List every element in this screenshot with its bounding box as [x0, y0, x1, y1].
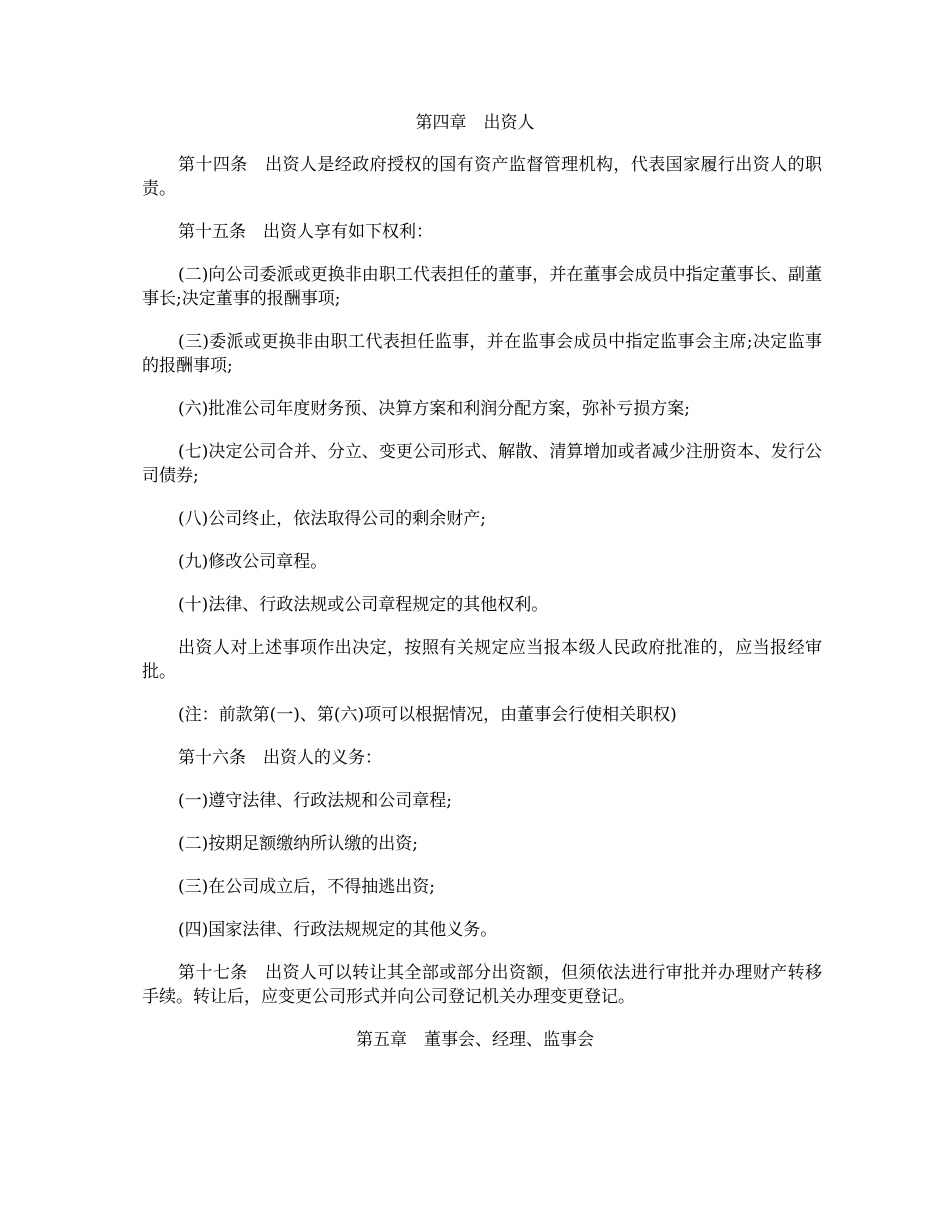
- right-item-3: (三)委派或更换非由职工代表担任监事，并在监事会成员中指定监事会主席;决定监事的报酬事项;: [142, 332, 822, 376]
- right-item-2: (二)向公司委派或更换非由职工代表担任的董事，并在董事会成员中指定董事长、副董事长;决定董事的报酬事项;: [142, 265, 822, 309]
- right-item-7: (七)决定公司合并、分立、变更公司形式、解散、清算增加或者减少注册资本、发行公司债券;: [142, 442, 822, 486]
- right-item-10: (十)法律、行政法规或公司章程规定的其他权利。: [178, 595, 549, 615]
- right-item-9: (九)修改公司章程。: [178, 552, 328, 572]
- note-paragraph: (注：前款第(一)、第(六)项可以根据情况，由董事会行使相关职权): [178, 705, 677, 725]
- duty-item-4: (四)国家法律、行政法规规定的其他义务。: [178, 920, 498, 940]
- article-15: 第十五条 出资人享有如下权利：: [178, 222, 433, 242]
- article-17: 第十七条 出资人可以转让其全部或部分出资额，但须依法进行审批并办理财产转移手续。转让后，应变更公司形式并向公司登记机关办理变更登记。: [142, 963, 822, 1007]
- duty-item-1: (一)遵守法律、行政法规和公司章程;: [178, 791, 452, 811]
- chapter-4-heading: 第四章 出资人: [415, 113, 535, 133]
- article-16: 第十六条 出资人的义务：: [178, 748, 382, 768]
- duty-item-3: (三)在公司成立后，不得抽逃出资;: [178, 877, 435, 897]
- right-item-6: (六)批准公司年度财务预、决算方案和利润分配方案，弥补亏损方案;: [178, 399, 690, 419]
- duty-item-2: (二)按期足额缴纳所认缴的出资;: [178, 834, 418, 854]
- right-item-8: (八)公司终止，依法取得公司的剩余财产;: [178, 509, 486, 529]
- approval-paragraph: 出资人对上述事项作出决定，按照有关规定应当报本级人民政府批准的，应当报经审批。: [142, 638, 822, 682]
- chapter-5-heading: 第五章 董事会、经理、监事会: [356, 1030, 594, 1050]
- article-14: 第十四条 出资人是经政府授权的国有资产监督管理机构，代表国家履行出资人的职责。: [142, 155, 822, 199]
